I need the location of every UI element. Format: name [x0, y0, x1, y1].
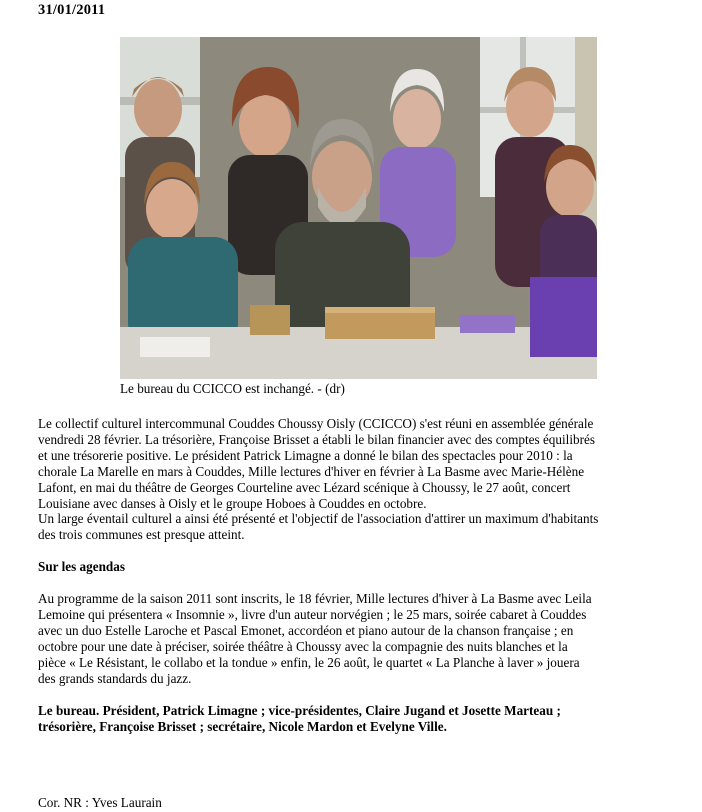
- text-line: Louisiane avec danses à Oisly et le groupe Hoboes à Couddes en octobre.: [38, 495, 427, 511]
- group-photo-icon: [120, 37, 597, 379]
- text-line: Lafont, en mai du théâtre de Georges Courteline avec Lézard scénique à Choussy, le 27 août, concert: [38, 479, 571, 495]
- article-date: 31/01/2011: [38, 2, 106, 18]
- text-line: trésorière, Françoise Brisset ; secrétaire, Nicole Mardon et Evelyne Ville.: [38, 718, 447, 734]
- text-line: Le bureau. Président, Patrick Limagne ; vice-présidentes, Claire Jugand et Josette Marteau ;: [38, 702, 561, 718]
- group-photo: [120, 37, 597, 379]
- text-line: chorale La Marelle en mars à Couddes, Mille lectures d'hiver en février à La Basme avec Marie-Hélène: [38, 463, 585, 479]
- text-line: octobre pour une date à préciser, soirée théâtre à Choussy avec la compagnie des nuits blanches et la: [38, 638, 568, 654]
- text-line: pièce « Le Résistant, le collabo et la tondue » enfin, le 26 août, le quartet « La Planche à laver » jouera: [38, 654, 580, 670]
- text-line: Le collectif culturel intercommunal Couddes Choussy Oisly (CCICCO) s'est réuni en assemblée générale: [38, 416, 594, 431]
- photo-caption: Le bureau du CCICCO est inchangé. - (dr): [120, 381, 345, 396]
- text-line: des grands standards du jazz.: [38, 670, 192, 686]
- text-line: des trois communes est presque atteint.: [38, 527, 245, 543]
- article-body: [38, 416, 702, 734]
- bureau-members: [38, 703, 702, 735]
- paragraph-intro: [38, 416, 702, 543]
- text-line: avec un duo Estelle Laroche et Pascal Emonet, accordéon et piano autour de la chanson française ; en: [38, 622, 574, 638]
- text-line: Lemoine qui présentera « Insomnie », livre d'un auteur norvégien ; le 25 mars, soirée cabaret à Couddes: [38, 607, 587, 623]
- paragraph-agenda: [38, 591, 702, 686]
- text-line: vendredi 28 février. La trésorière, Françoise Brisset a établi le bilan financier avec des comptes équilibrés: [38, 431, 595, 447]
- text-line: et une trésorerie positive. Le président Patrick Limagne a donné le bilan des spectacles pour 2010 : la: [38, 447, 573, 463]
- text-line: Au programme de la saison 2011 sont inscrits, le 18 février, Mille lectures d'hiver à La Basme avec Leila: [38, 591, 592, 607]
- author-credit: Cor. NR : Yves Laurain: [38, 795, 162, 810]
- text-line: Un large éventail culturel a ainsi été présenté et l'objectif de l'association d'attirer un maximum d'habitants: [38, 511, 599, 527]
- section-heading: Sur les agendas: [38, 559, 125, 575]
